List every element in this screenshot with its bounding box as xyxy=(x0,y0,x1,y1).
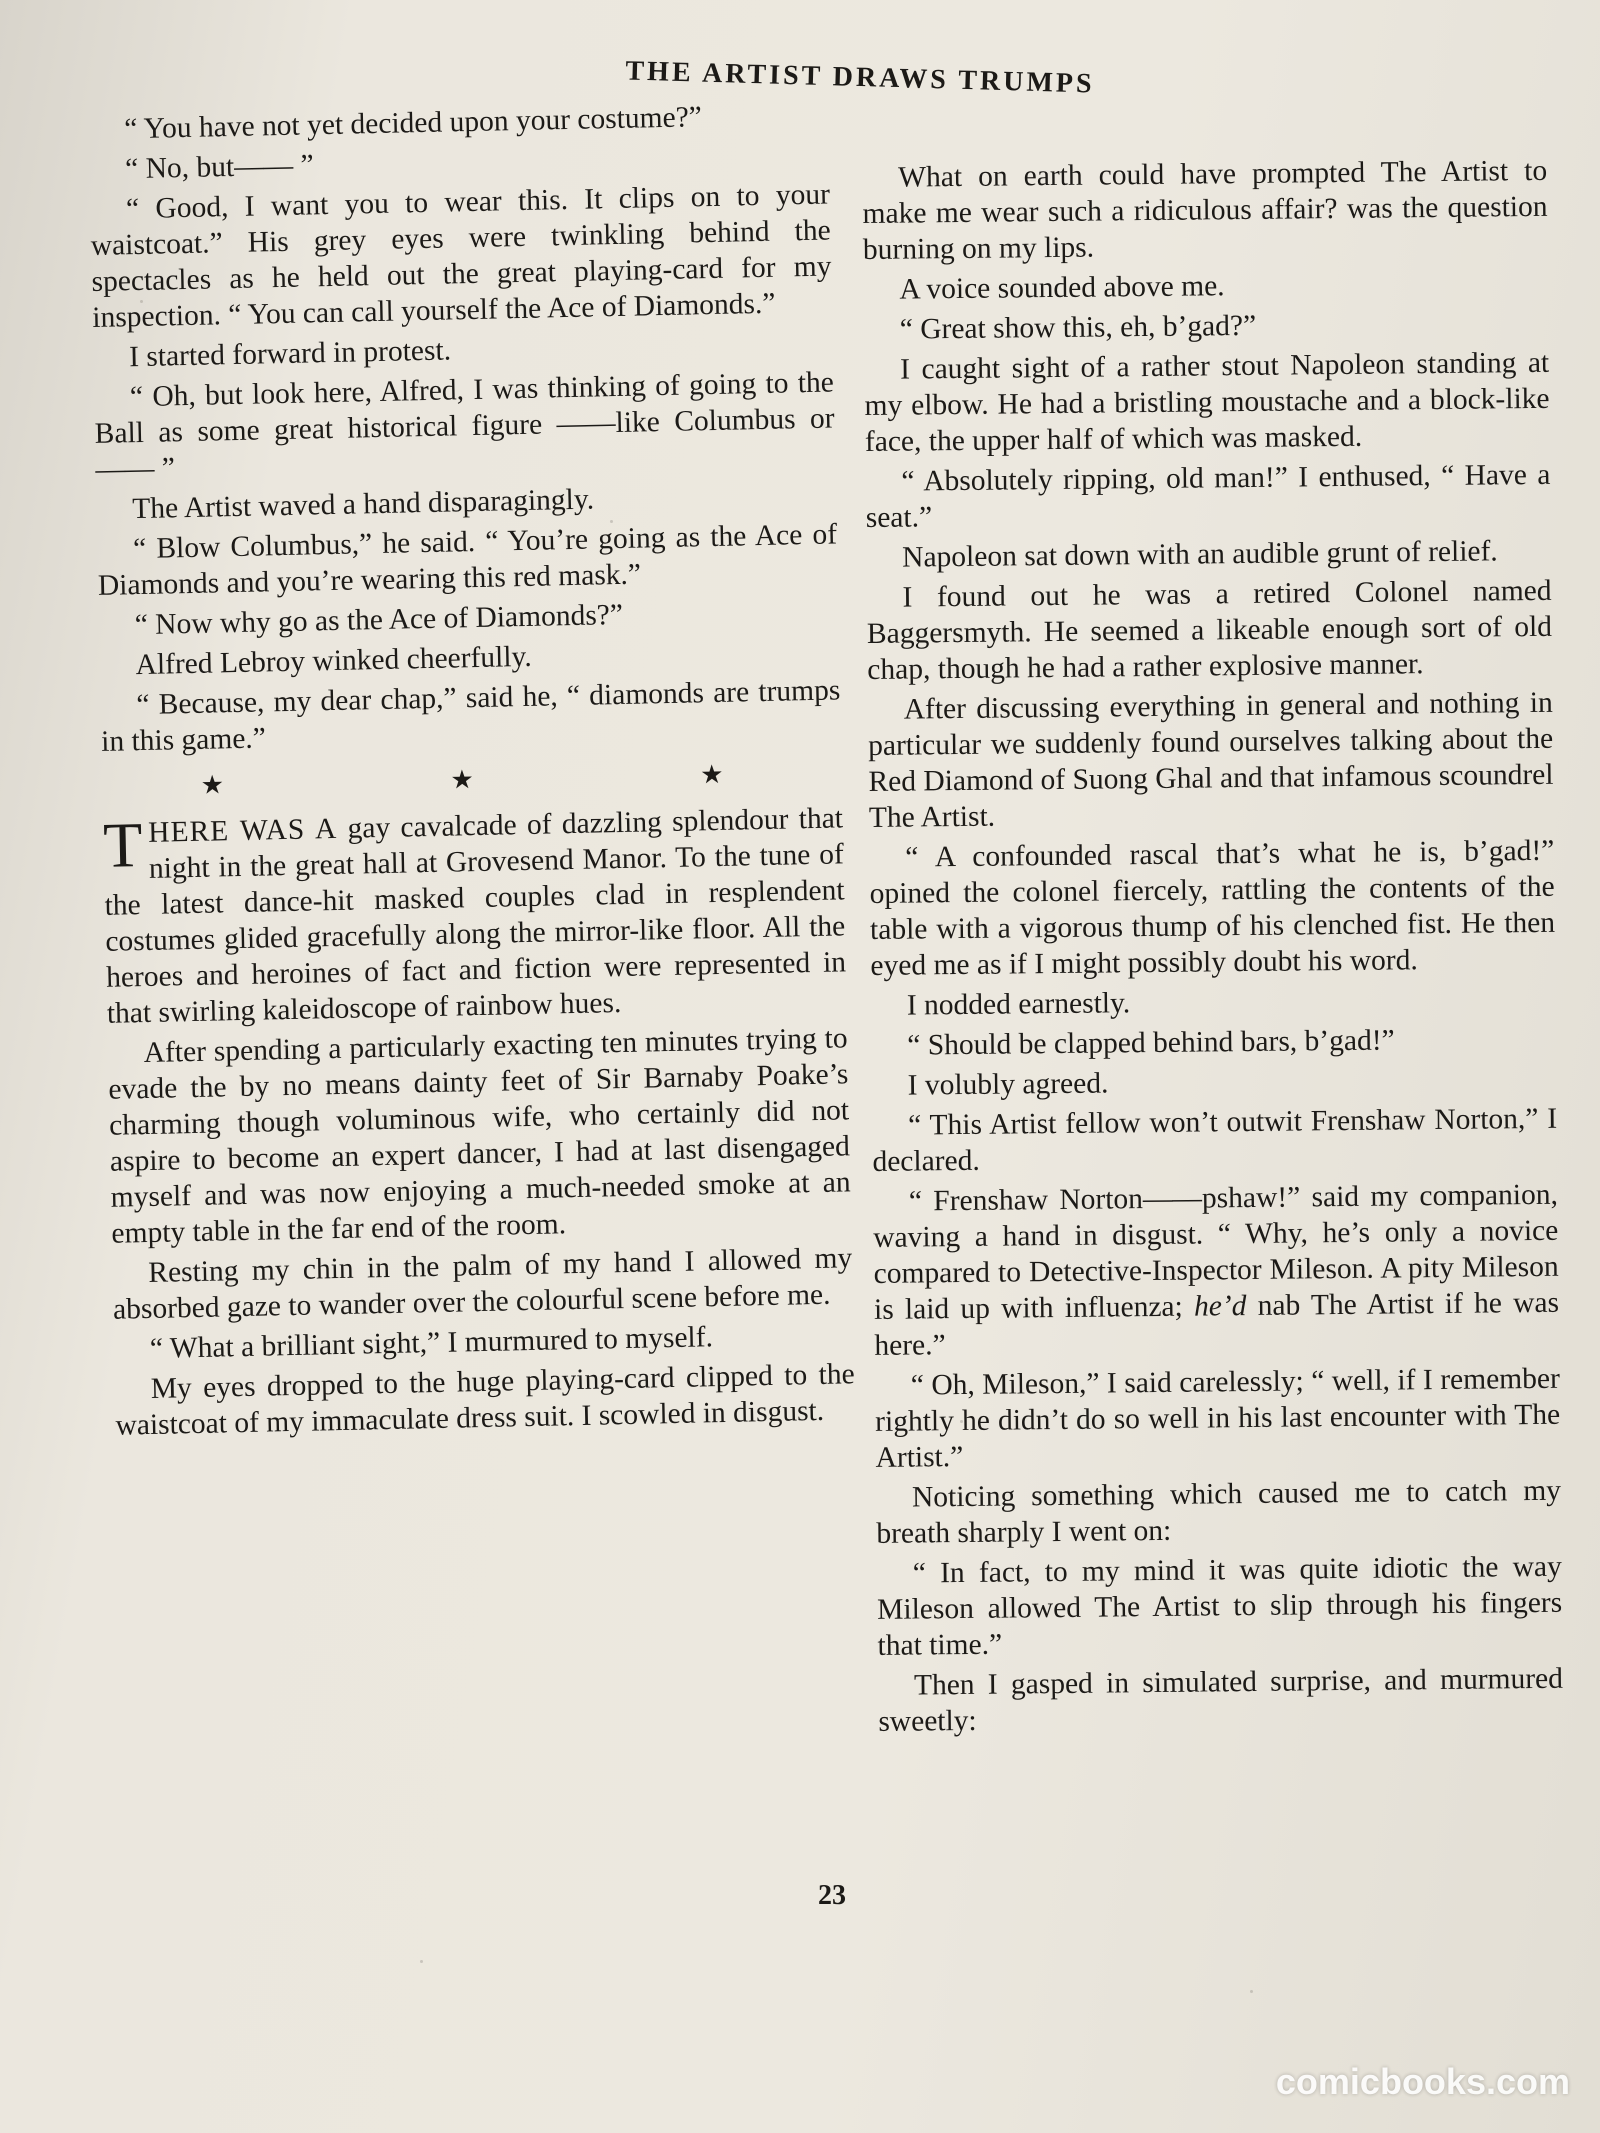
watermark-logo: comicbooks.com xyxy=(1275,2061,1570,2102)
paragraph: Resting my chin in the palm of my hand I allowed my absorbed gaze to wander over the colourful scene before me. xyxy=(112,1242,853,1326)
paragraph: “ This Artist fellow won’t outwit Frenshaw Norton,” I declared. xyxy=(872,1102,1558,1178)
paragraph: I caught sight of a rather stout Napoleon standing at my elbow. He had a bristling moustache and a block-like face, the upper half of which was masked. xyxy=(864,346,1550,458)
paragraph: The Artist waved a hand disparagingly. xyxy=(131,483,595,526)
paragraph: “ A confounded rascal that’s what he is, b’gad!” opined the colonel fiercely, rattling the contents of the table with a vigorous thump of his clenched fist. He then eyed me as if I might possibly doubt his word. xyxy=(869,834,1556,982)
paragraph: I volubly agreed. xyxy=(907,1067,1109,1102)
paragraph: “ Great show this, eh, b’gad?” xyxy=(899,309,1257,346)
paragraph xyxy=(873,1177,1560,1364)
page-number: 23 xyxy=(818,1880,846,1911)
paragraph: “ You have not yet decided upon your costume?” xyxy=(124,101,703,146)
drop-cap: T xyxy=(102,809,144,881)
paragraph: “ Because, my dear chap,” said he, “ diamonds are trumps in this game.” xyxy=(100,674,841,758)
paper-speck xyxy=(1250,1990,1253,1993)
left-column xyxy=(88,97,856,1448)
right-column xyxy=(862,153,1564,1744)
paragraph-text: nab The Artist if he was here.” xyxy=(874,1286,1560,1362)
paragraph: Noticing something which caused me to catch my breath sharply I went on: xyxy=(876,1474,1562,1550)
paragraph: “ What a brilliant sight,” I murmured to myself. xyxy=(149,1321,714,1365)
running-head: THE ARTIST DRAWS TRUMPS xyxy=(625,55,1095,100)
paragraph: After spending a particularly exacting ten minutes trying to evade the by no means dainty feet of Sir Barnaby Poake’s charming though voluminous wife, who certainly did not aspire to become an expert dancer, I had at last disengaged myself and was now enjoying a much-needed smoke at an empty table in the far end of the room. xyxy=(108,1022,851,1250)
paragraph: “ Now why go as the Ace of Diamonds?” xyxy=(134,598,624,642)
paragraph: “ Oh, but look here, Alfred, I was thinking of going to the Ball as some great historical figure ——like Columbus or—— ” xyxy=(94,366,835,486)
paragraph: “ Blow Columbus,” he said. “ You’re going as the Ace of Diamonds and you’re wearing this red mask.” xyxy=(97,518,838,602)
paragraph: Napoleon sat down with an audible grunt of relief. xyxy=(901,535,1498,574)
paragraph: “ No, but—— ” xyxy=(124,149,314,186)
paragraph: Then I gasped in simulated surprise, and murmured sweetly: xyxy=(878,1662,1564,1738)
paragraph: I nodded earnestly. xyxy=(906,987,1131,1022)
opening-paragraph xyxy=(103,800,847,1031)
paragraph-text: “ Frenshaw Norton——pshaw!” said my companion, waving a hand in disgust. “ Why, he’s only a novice compared to Detective-Inspector Mileson. A pity Mileson is laid up with influenza; xyxy=(873,1178,1559,1326)
paragraph: What on earth could have prompted The Artist to make me wear such a ridiculous affair? was the question burning on my lips. xyxy=(862,154,1548,266)
paragraph: Alfred Lebroy winked cheerfully. xyxy=(135,640,533,682)
paragraph: “ In fact, to my mind it was quite idiotic the way Mileson allowed The Artist to slip through his fingers that time.” xyxy=(877,1550,1563,1662)
paragraph: My eyes dropped to the huge playing-card clipped to the waistcoat of my immaculate dress suit. I scowled in disgust. xyxy=(115,1358,855,1442)
italic-word: he’d xyxy=(1193,1290,1247,1323)
paragraph: “ Absolutely ripping, old man!” I enthused, “ Have a seat.” xyxy=(865,458,1551,534)
paper-speck xyxy=(420,1960,423,1963)
paragraph: I started forward in protest. xyxy=(128,334,452,374)
small-caps-lead: HERE WAS A xyxy=(147,812,338,849)
paragraph: “ Good, I want you to wear this. It clips on to your waistcoat.” His grey eyes were twinkling behind the spectacles as he held out the great playing-card for my inspection. “ You can call yourself the Ace of Diamonds.” xyxy=(90,178,832,334)
paragraph: “ Should be clapped behind bars, b’gad!” xyxy=(907,1024,1395,1062)
paragraph-text: gay cavalcade of dazzling splendour that night in the great hall at Grovesend Manor. To the tune of the latest dance-hit masked couples clad in resplendent costumes glided gracefully along the mirror-like floor. All the heroes and heroines of fact and fiction were represented in that swirling kaleidoscope of rainbow hues. xyxy=(104,802,847,1030)
paragraph: A voice sounded above me. xyxy=(899,270,1225,306)
section-break-stars: ★ ★ ★ xyxy=(200,757,834,800)
paragraph: I found out he was a retired Colonel named Baggersmyth. He seemed a likeable enough sort of old chap, though he had a rather explosive manner. xyxy=(866,574,1553,686)
paragraph: After discussing everything in general and nothing in particular we suddenly found ourselves talking about the Red Diamond of Suong Ghal and that infamous scoundrel The Artist. xyxy=(867,686,1554,834)
paragraph: “ Oh, Mileson,” I said carelessly; “ well, if I remember rightly he didn’t do so well in his last encounter with The Artist.” xyxy=(875,1362,1561,1474)
